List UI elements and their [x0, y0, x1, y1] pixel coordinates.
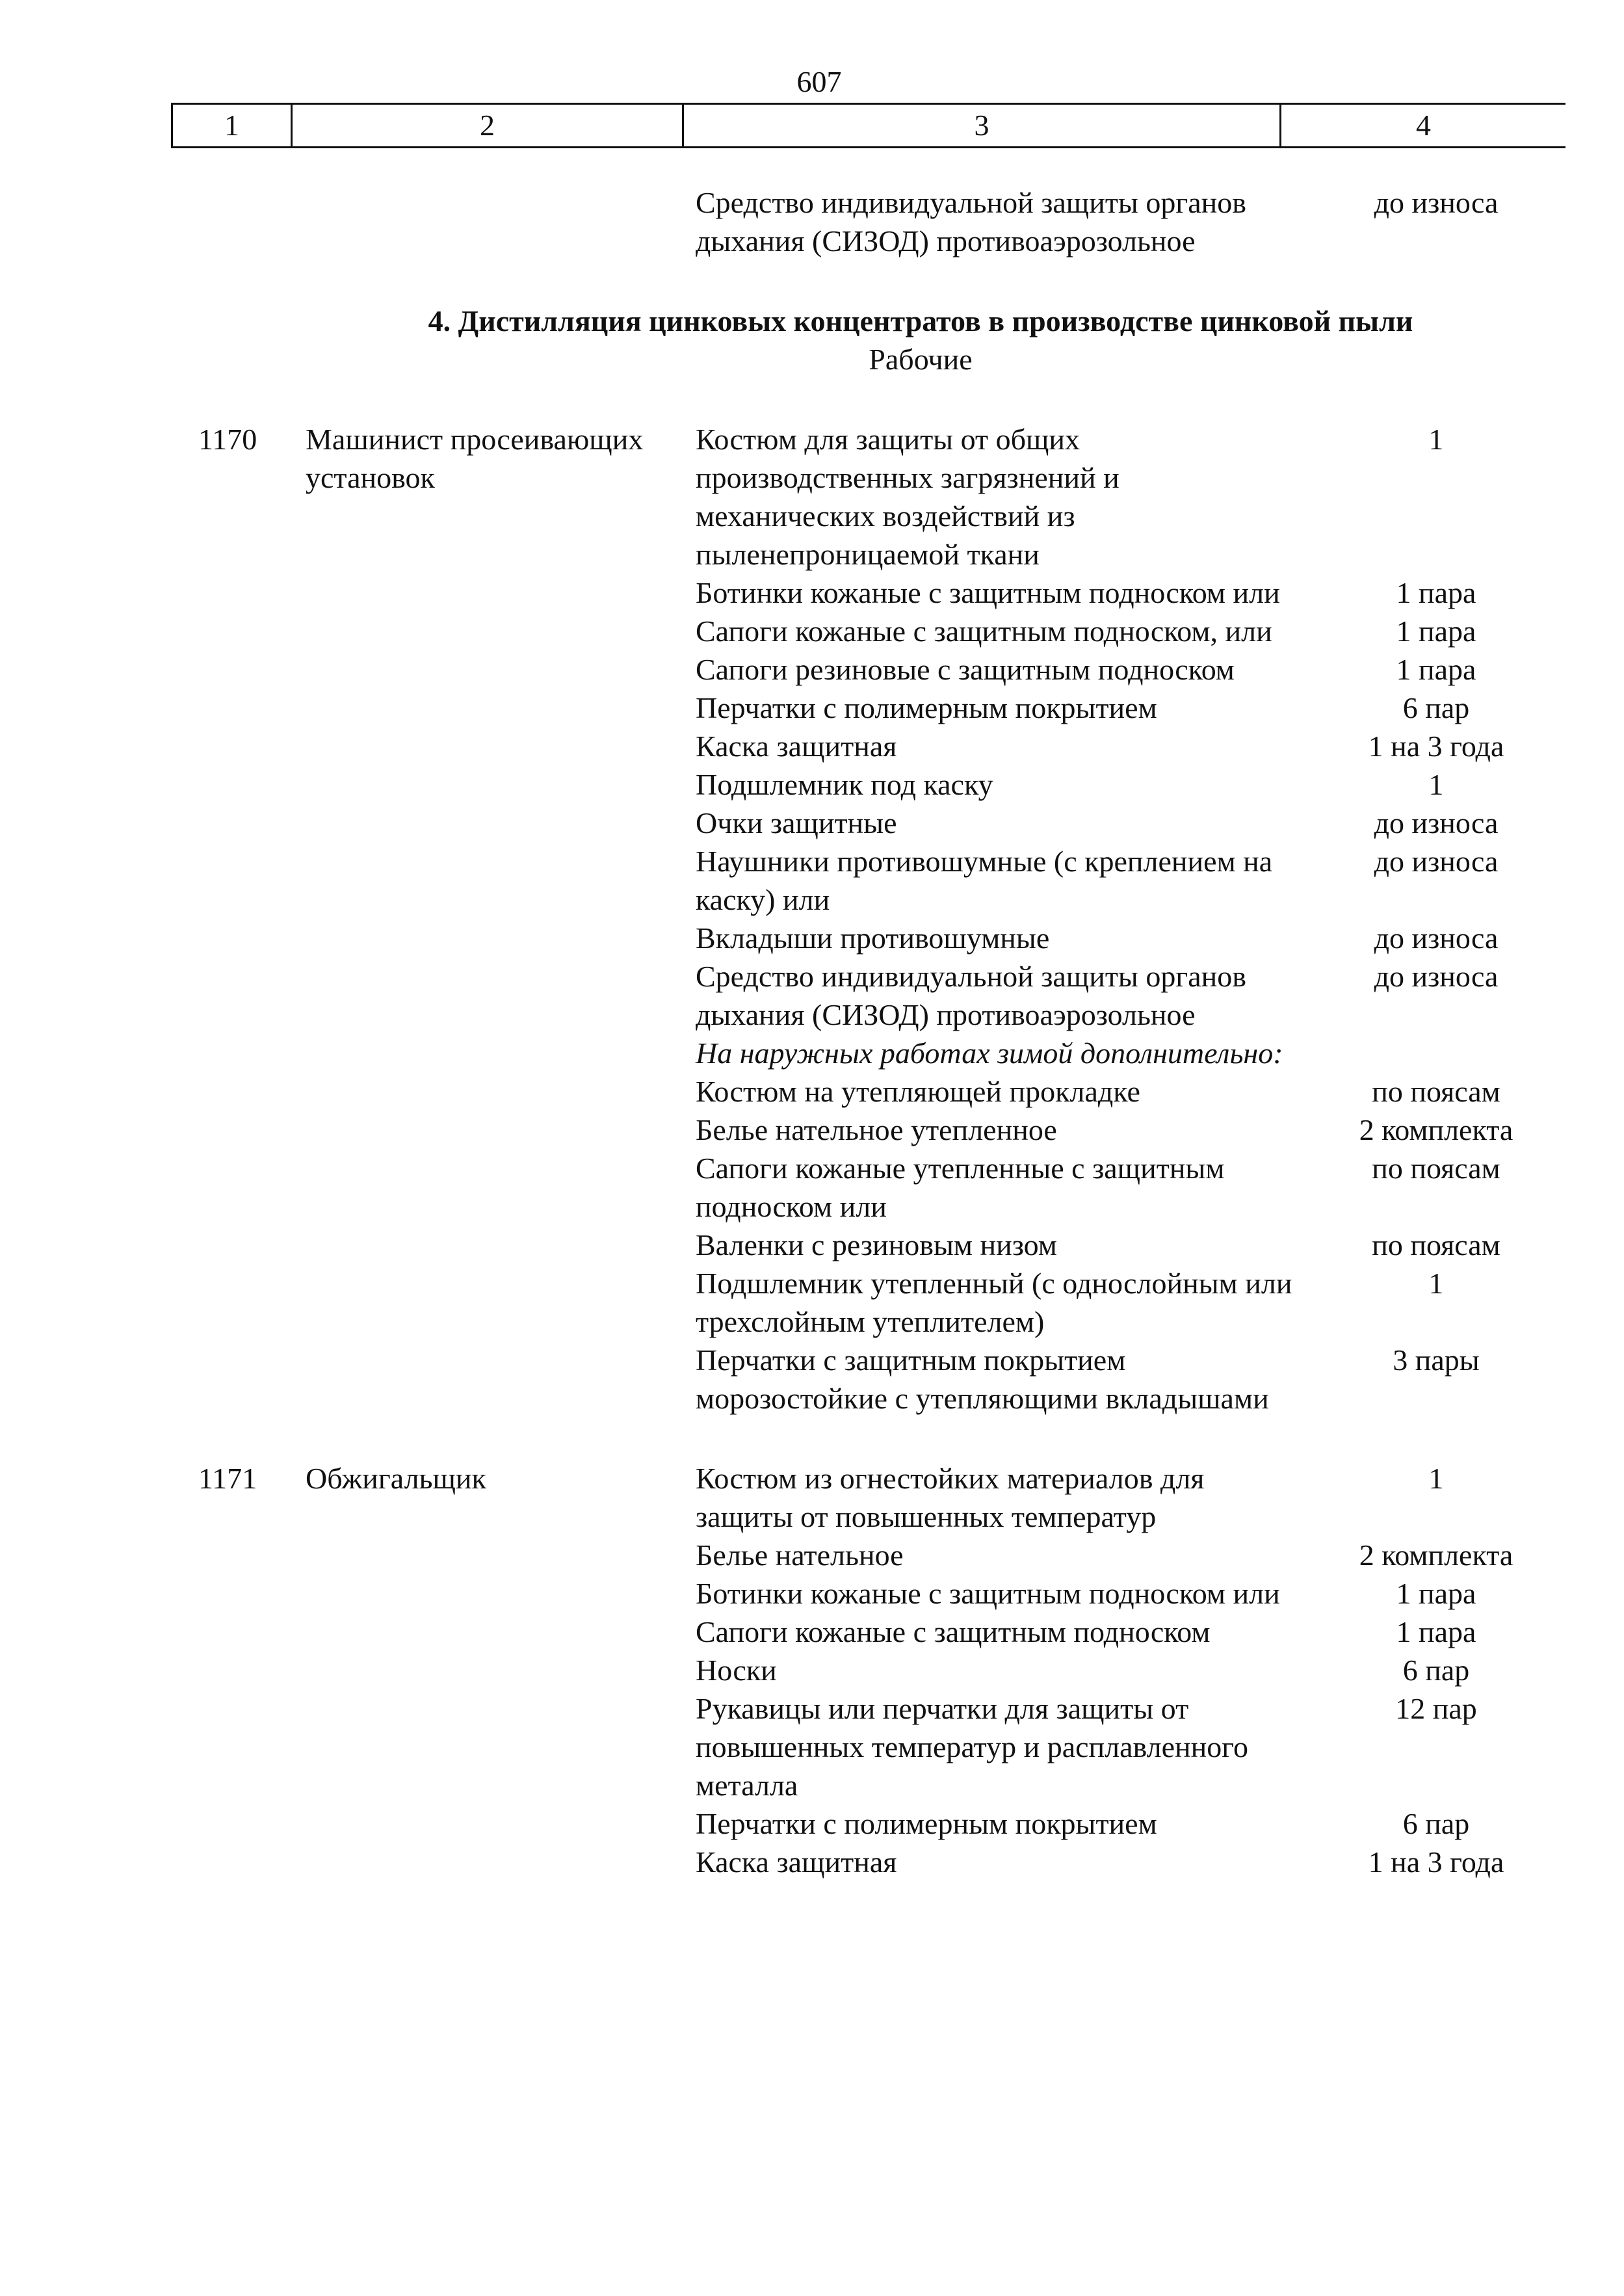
item-name: Носки — [696, 1654, 777, 1687]
item-norm: до износа — [1374, 960, 1499, 993]
list-item — [173, 1149, 1577, 1226]
item-norm: 6 пар — [1402, 691, 1470, 724]
item-norm: 1 пара — [1396, 576, 1476, 609]
item-name: Перчатки с полимерным покрытием — [696, 691, 1157, 724]
item-name: Каска защитная — [696, 730, 897, 763]
item-norm: 6 пар — [1402, 1654, 1470, 1687]
item-name: Каска защитная — [696, 1845, 897, 1879]
item-name: Сапоги резиновые с защитным подноском — [696, 653, 1235, 686]
column-header-4: 4 — [1416, 109, 1431, 142]
item-norm: по поясам — [1372, 1152, 1500, 1185]
entry-number: 1170 — [198, 423, 257, 456]
list-item — [173, 957, 1577, 1034]
item-name: Костюм из огнестойких материалов для защиты от повышенных температур — [696, 1462, 1205, 1533]
item-norm: 1 пара — [1396, 653, 1476, 686]
item-norm: до износа — [1374, 806, 1499, 839]
column-header-row — [173, 103, 1565, 148]
section-title: 4. Дистилляция цинковых концентратов в производстве цинковой пыли — [428, 304, 1413, 337]
list-item — [173, 727, 1577, 765]
item-norm: 1 на 3 года — [1368, 730, 1504, 763]
list-item — [173, 650, 1577, 689]
item-norm: 12 пар — [1395, 1692, 1477, 1725]
item-name: Средство индивидуальной защиты органов дыхания (СИЗОД) противоаэрозольное — [696, 186, 1246, 257]
item-norm: 1 пара — [1396, 1615, 1476, 1648]
item-name: Рукавицы или перчатки для защиты от повышенных температур и расплавленного металла — [696, 1692, 1248, 1802]
list-item — [173, 1536, 1577, 1574]
item-norm: 2 комплекта — [1359, 1113, 1513, 1146]
item-norm: до износа — [1374, 186, 1499, 219]
item-norm: по поясам — [1372, 1228, 1500, 1261]
entry-row — [173, 420, 1577, 574]
list-item — [173, 1264, 1577, 1341]
item-name: Наушники противошумные (с креплением на каску) или — [696, 845, 1273, 916]
item-name: Костюм для защиты от общих производственных загрязнений и механических воздействий из пыленепроницаемой ткани — [696, 423, 1120, 571]
entry-number: 1171 — [198, 1462, 257, 1495]
entry-row — [173, 1459, 1577, 1536]
column-header-2: 2 — [480, 109, 495, 142]
column-header-1: 1 — [224, 109, 239, 142]
item-name: Перчатки с защитным покрытием морозостойкие с утепляющими вкладышами — [696, 1343, 1269, 1415]
item-name: Сапоги кожаные с защитным подноском — [696, 1615, 1211, 1648]
item-name: Белье нательное утепленное — [696, 1113, 1057, 1146]
item-name: Костюм на утепляющей прокладке — [696, 1075, 1140, 1108]
page-number: 607 — [796, 65, 842, 98]
list-item — [173, 1689, 1577, 1804]
list-item — [173, 612, 1577, 650]
item-name: Сапоги кожаные утепленные с защитным подноском или — [696, 1152, 1225, 1223]
item-name: Сапоги кожаные с защитным подноском, или — [696, 614, 1272, 648]
list-item — [173, 1226, 1577, 1264]
item-name: Валенки с резиновым низом — [696, 1228, 1057, 1261]
list-item — [173, 804, 1577, 842]
item-name: Ботинки кожаные с защитным подноском или — [696, 1577, 1280, 1610]
list-item — [173, 1574, 1577, 1613]
item-name: Подшлемник под каску — [696, 768, 993, 801]
item-norm: 1 пара — [1396, 1577, 1476, 1610]
item-norm: до износа — [1374, 845, 1499, 878]
item-norm: 3 пары — [1393, 1343, 1480, 1377]
item-norm: 6 пар — [1402, 1807, 1470, 1840]
item-name: Перчатки с полимерным покрытием — [696, 1807, 1157, 1840]
lead-item-row — [173, 183, 1577, 260]
item-norm: 1 пара — [1396, 614, 1476, 648]
list-item — [173, 1804, 1577, 1843]
item-norm: 1 — [1428, 423, 1444, 456]
entry-profession: Обжигальщик — [306, 1462, 486, 1495]
item-name: Средство индивидуальной защиты органов дыхания (СИЗОД) противоаэрозольное — [696, 960, 1246, 1031]
item-name: Очки защитные — [696, 806, 897, 839]
item-norm: до износа — [1374, 921, 1499, 955]
item-norm: 1 — [1428, 768, 1444, 801]
item-norm: 1 на 3 года — [1368, 1845, 1504, 1879]
item-norm: 2 комплекта — [1359, 1538, 1513, 1572]
list-item — [173, 1111, 1577, 1149]
list-item — [173, 1034, 1577, 1072]
list-item — [173, 842, 1577, 919]
item-name: Ботинки кожаные с защитным подноском или — [696, 576, 1280, 609]
list-item — [173, 1843, 1577, 1881]
entry-profession: Машинист просеивающих установок — [306, 423, 644, 494]
item-norm: по поясам — [1372, 1075, 1500, 1108]
list-item — [173, 1072, 1577, 1111]
list-item — [173, 689, 1577, 727]
list-item — [173, 919, 1577, 957]
list-item — [173, 765, 1577, 804]
list-item — [173, 574, 1577, 612]
subsection-note: На наружных работах зимой дополнительно: — [696, 1036, 1283, 1070]
item-name: Подшлемник утепленный (с однослойным или трехслойным утеплителем) — [696, 1267, 1292, 1338]
document-body — [173, 183, 1577, 1881]
item-norm: 1 — [1428, 1462, 1444, 1495]
list-item — [173, 1613, 1577, 1651]
list-item — [173, 1341, 1577, 1418]
list-item — [173, 1651, 1577, 1689]
column-header-3: 3 — [974, 109, 989, 142]
item-name: Белье нательное — [696, 1538, 904, 1572]
item-name: Вкладыши противошумные — [696, 921, 1050, 955]
section-subtitle: Рабочие — [869, 343, 973, 376]
item-norm: 1 — [1428, 1267, 1444, 1300]
